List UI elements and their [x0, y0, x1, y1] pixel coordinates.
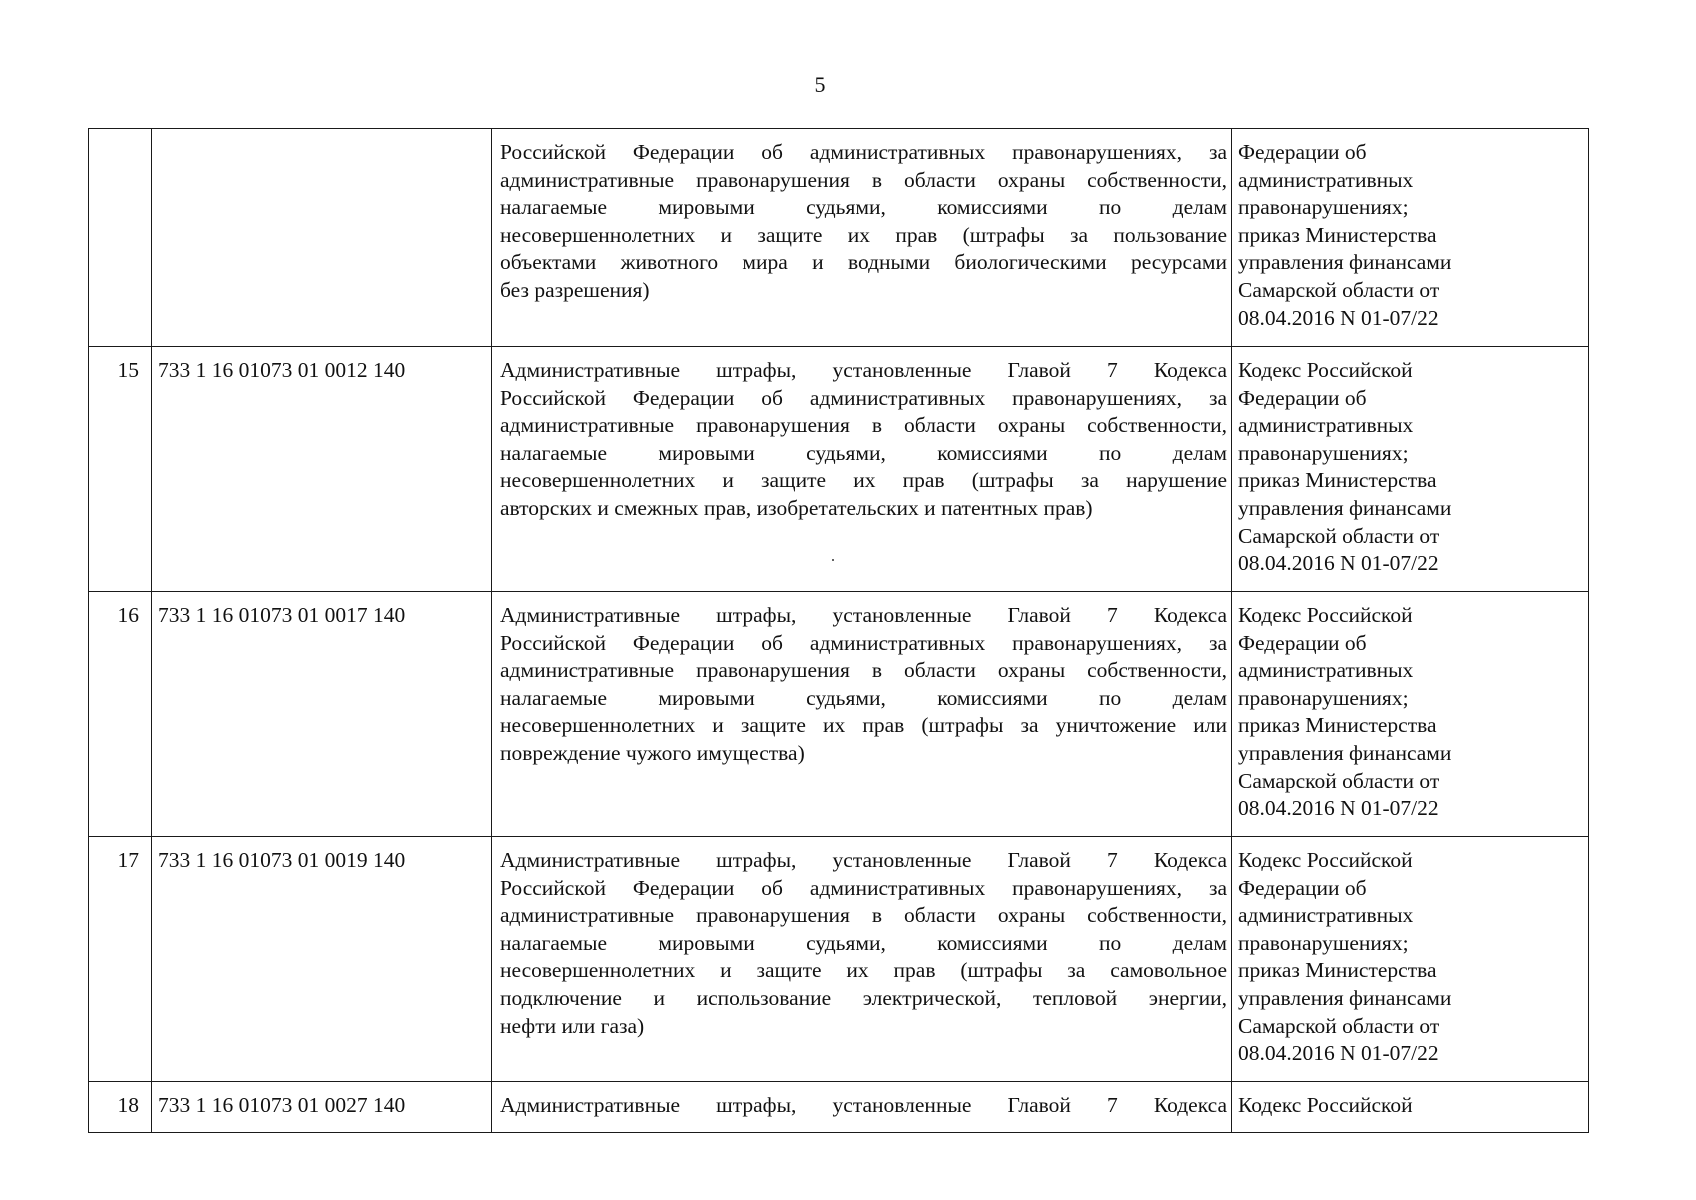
legal-basis-cell — [1232, 1082, 1589, 1133]
budget-code-cell: 733 1 16 01073 01 0017 140 — [152, 592, 492, 837]
legal-basis-line: приказ Министерства — [1238, 468, 1437, 493]
legal-basis-line: приказ Министерства — [1238, 958, 1437, 983]
description-line: Административные штрафы, установленные Главой 7 Кодекса — [500, 1093, 1227, 1117]
legal-basis-line: 08.04.2016 N 01-07/22 — [1238, 305, 1439, 330]
description-line: Российской Федерации об административных правонарушениях, за — [500, 385, 1227, 410]
legal-basis-line: Федерации об — [1238, 875, 1367, 900]
description-line: административные правонарушения в области охраны собственности, — [500, 167, 1227, 192]
description-line: без разрешения) — [500, 277, 650, 302]
description-cell — [492, 592, 1232, 837]
description-cell — [492, 1082, 1232, 1133]
legal-basis-line: Кодекс Российской — [1238, 848, 1413, 872]
legal-basis-line: Федерации об — [1238, 140, 1367, 164]
description-line: Российской Федерации об административных правонарушениях, за — [500, 875, 1227, 900]
legal-basis-line: правонарушениях; — [1238, 930, 1409, 955]
description-line: административные правонарушения в области охраны собственности, — [500, 903, 1227, 928]
legal-basis-line: Самарской области от — [1238, 1013, 1440, 1038]
scan-speck — [832, 559, 834, 561]
budget-code-cell — [152, 129, 492, 347]
description-line: налагаемые мировыми судьями, комиссиями по делам — [500, 685, 1227, 710]
legal-basis-line: правонарушениях; — [1238, 685, 1409, 710]
description-line: объектами животного мира и водными биологическими ресурсами — [500, 250, 1227, 275]
legal-basis-line: правонарушениях; — [1238, 440, 1409, 465]
legal-basis-line: Федерации об — [1238, 385, 1367, 410]
description-cell — [492, 837, 1232, 1082]
description-line: налагаемые мировыми судьями, комиссиями по делам — [500, 195, 1227, 220]
description-line: авторских и смежных прав, изобретательских и патентных прав) — [500, 495, 1093, 520]
budget-code-cell: 733 1 16 01073 01 0027 140 — [152, 1082, 492, 1133]
row-number-cell: 16 — [89, 592, 152, 837]
legal-basis-line: 08.04.2016 N 01-07/22 — [1238, 1041, 1439, 1066]
legal-basis-line: Самарской области от — [1238, 277, 1440, 302]
description-line: Административные штрафы, установленные Главой 7 Кодекса — [500, 358, 1227, 382]
description-line: административные правонарушения в области охраны собственности, — [500, 413, 1227, 438]
row-number-cell: 18 — [89, 1082, 152, 1133]
legal-basis-line: 08.04.2016 N 01-07/22 — [1238, 796, 1439, 821]
legal-basis-line: управления финансами — [1238, 740, 1452, 765]
description-cell — [492, 129, 1232, 347]
description-line: несовершеннолетних и защите их прав (штрафы за нарушение — [500, 468, 1227, 493]
description-line: несовершеннолетних и защите их прав (штрафы за уничтожение или — [500, 713, 1227, 738]
table-row — [89, 1082, 1589, 1133]
description-line: повреждение чужого имущества) — [500, 740, 805, 765]
budget-codes-table — [88, 128, 1589, 1133]
description-line: Российской Федерации об административных правонарушениях, за — [500, 140, 1227, 164]
description-cell — [492, 347, 1232, 592]
table-row — [89, 347, 1589, 592]
legal-basis-line: Кодекс Российской — [1238, 1093, 1413, 1117]
legal-basis-cell — [1232, 592, 1589, 837]
description-line: подключение и использование электрической, тепловой энергии, — [500, 985, 1227, 1010]
budget-code-cell: 733 1 16 01073 01 0019 140 — [152, 837, 492, 1082]
description-line: Административные штрафы, установленные Главой 7 Кодекса — [500, 848, 1227, 872]
description-line: нефти или газа) — [500, 1013, 645, 1038]
legal-basis-line: административных — [1238, 167, 1414, 192]
legal-basis-line: управления финансами — [1238, 985, 1452, 1010]
table-row — [89, 129, 1589, 347]
legal-basis-line: административных — [1238, 658, 1414, 683]
row-number-cell: 17 — [89, 837, 152, 1082]
legal-basis-line: Самарской области от — [1238, 523, 1440, 548]
description-line: несовершеннолетних и защите их прав (штрафы за самовольное — [500, 958, 1227, 983]
legal-basis-line: Кодекс Российской — [1238, 603, 1413, 627]
page-number: 5 — [814, 72, 826, 97]
description-line: Российской Федерации об административных правонарушениях, за — [500, 630, 1227, 655]
row-number-cell — [89, 129, 152, 347]
legal-basis-line: управления финансами — [1238, 495, 1452, 520]
row-number-cell: 15 — [89, 347, 152, 592]
legal-basis-line: административных — [1238, 903, 1414, 928]
legal-basis-line: правонарушениях; — [1238, 195, 1409, 220]
table-row — [89, 837, 1589, 1082]
legal-basis-line: 08.04.2016 N 01-07/22 — [1238, 551, 1439, 576]
description-line: Административные штрафы, установленные Главой 7 Кодекса — [500, 603, 1227, 627]
table-row — [89, 592, 1589, 837]
legal-basis-line: Самарской области от — [1238, 768, 1440, 793]
legal-basis-line: Кодекс Российской — [1238, 358, 1413, 382]
legal-basis-cell — [1232, 837, 1589, 1082]
legal-basis-cell — [1232, 347, 1589, 592]
legal-basis-cell — [1232, 129, 1589, 347]
budget-code-cell: 733 1 16 01073 01 0012 140 — [152, 347, 492, 592]
legal-basis-line: административных — [1238, 413, 1414, 438]
legal-basis-line: управления финансами — [1238, 250, 1452, 275]
description-line: административные правонарушения в области охраны собственности, — [500, 658, 1227, 683]
legal-basis-line: приказ Министерства — [1238, 222, 1437, 247]
legal-basis-line: приказ Министерства — [1238, 713, 1437, 738]
description-line: несовершеннолетних и защите их прав (штрафы за пользование — [500, 222, 1227, 247]
legal-basis-line: Федерации об — [1238, 630, 1367, 655]
description-line: налагаемые мировыми судьями, комиссиями по делам — [500, 440, 1227, 465]
description-line: налагаемые мировыми судьями, комиссиями по делам — [500, 930, 1227, 955]
